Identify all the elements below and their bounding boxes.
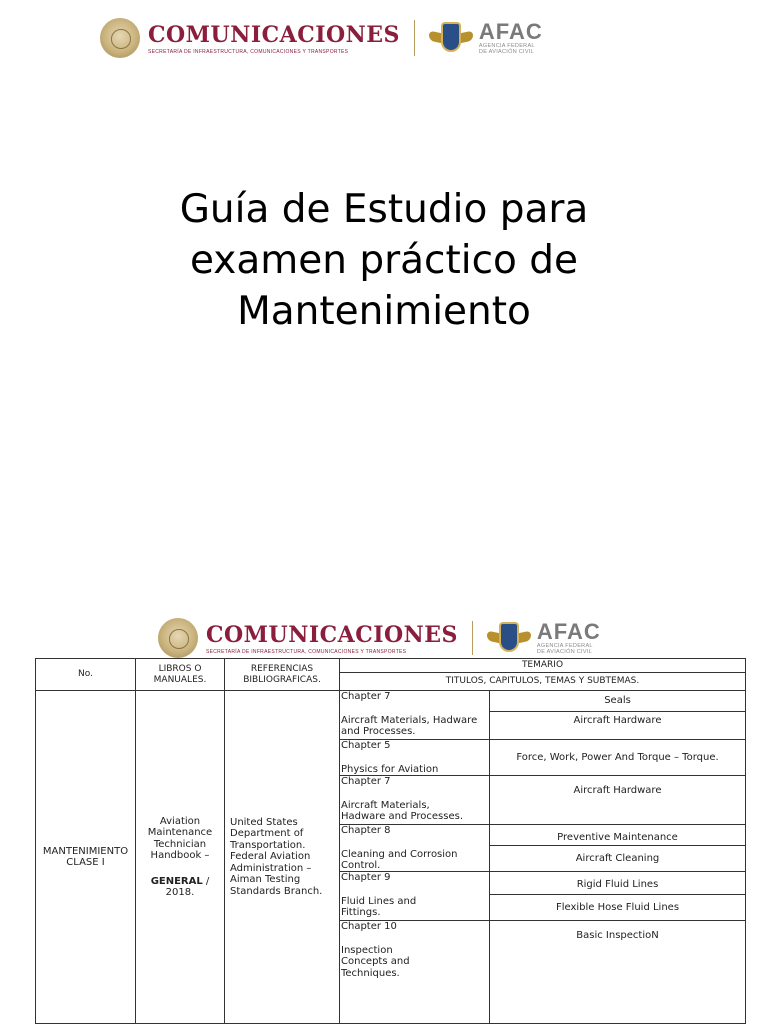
chapter-cell: Chapter 7 Aircraft Materials, Hadware and Processes.: [339, 775, 490, 825]
libro-cell: Aviation Maintenance Technician Handbook – GENERAL / 2018.: [135, 690, 225, 1024]
brand-subtitle: SECRETARÍA DE INFRAESTRUCTURA, COMUNICACIONES Y TRANSPORTES: [206, 648, 407, 655]
brand-block: [148, 22, 400, 55]
topic-cell: Rigid Fluid Lines: [489, 871, 746, 895]
chapter-cell: Chapter 8 Cleaning and Corrosion Control.: [339, 824, 490, 872]
afac-emblem-icon: [429, 20, 473, 56]
header-no: No.: [35, 658, 136, 691]
divider: [472, 621, 473, 655]
divider: [414, 20, 415, 56]
referencia-cell: United States Department of Transportation. Federal Aviation Administration – Aiman Testing Standards Branch.: [224, 690, 340, 1024]
chapter-cell: Chapter 7 Aircraft Materials, Hadware and Processes.: [339, 690, 490, 740]
topic-cell: Aircraft Cleaning: [489, 845, 746, 872]
brand-subtitle: SECRETARÍA DE INFRAESTRUCTURA, COMUNICACIONES Y TRANSPORTES: [148, 48, 349, 55]
page-title: [0, 184, 768, 337]
topic-cell: Force, Work, Power And Torque – Torque.: [489, 739, 746, 776]
afac-block: [537, 621, 601, 655]
afac-subtitle-1: AGENCIA FEDERAL: [478, 43, 535, 49]
mexico-seal-icon: [158, 618, 198, 658]
afac-title: AFAC: [478, 19, 543, 44]
topic-cell: Seals: [489, 690, 746, 712]
chapter-cell: Chapter 10 Inspection Concepts and Techniques.: [339, 920, 490, 1024]
header-libros: LIBROS O MANUALES.: [135, 658, 225, 691]
brand-title: COMUNICACIONES: [206, 621, 458, 648]
afac-block: [479, 21, 543, 55]
afac-subtitle-1: AGENCIA FEDERAL: [536, 643, 593, 649]
mexico-seal-icon: [100, 18, 140, 58]
header-titulos: TITULOS, CAPITULOS, TEMAS Y SUBTEMAS.: [339, 672, 746, 691]
afac-subtitle-2: DE AVIACIÓN CIVIL: [478, 49, 535, 55]
chapter-cell: Chapter 5 Physics for Aviation: [339, 739, 490, 776]
header-referencias: REFERENCIAS BIBLIOGRAFICAS.: [224, 658, 340, 691]
afac-title: AFAC: [536, 619, 601, 644]
title-line-1: Guía de Estudio para: [179, 187, 589, 232]
topic-cell: Aircraft Hardware: [489, 711, 746, 740]
topic-cell: Preventive Maintenance: [489, 824, 746, 846]
no-cell: MANTENIMIENTO CLASE I: [35, 690, 136, 1024]
title-line-3: Mantenimiento: [237, 289, 531, 334]
title-line-2: examen práctico de: [189, 238, 579, 283]
second-header: [158, 614, 601, 662]
topic-cell: Aircraft Hardware: [489, 775, 746, 825]
chapter-cell: Chapter 9 Fluid Lines and Fittings.: [339, 871, 490, 921]
top-header: [100, 12, 543, 64]
brand-block: [206, 622, 458, 655]
brand-title: COMUNICACIONES: [148, 21, 400, 48]
afac-emblem-icon: [487, 620, 531, 656]
header-temario: TEMARIO: [339, 658, 746, 673]
topic-cell: Flexible Hose Fluid Lines: [489, 894, 746, 921]
topic-cell: Basic InspectioN: [489, 920, 746, 1024]
afac-subtitle-2: DE AVIACIÓN CIVIL: [536, 649, 593, 655]
